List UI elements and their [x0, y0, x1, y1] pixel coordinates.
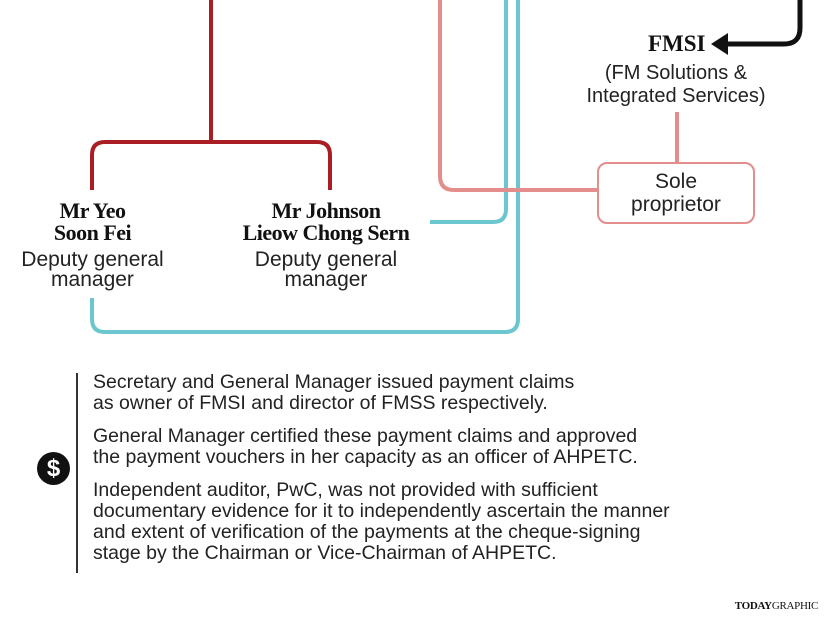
sole-proprietor-line: Sole: [654, 170, 698, 193]
fmsi-title: FMSI: [648, 31, 706, 56]
note-line: the payment vouchers in her capacity as an officer of AHPETC.: [93, 446, 638, 468]
person-role-line: manager: [284, 268, 368, 291]
person-name-line: Soon Fei: [53, 220, 132, 245]
fmsi-subtitle-line: (FM Solutions &: [604, 62, 748, 84]
black-arrow-line: [726, 0, 800, 44]
notes-divider: [76, 373, 78, 573]
credit-rest: GRAPHIC: [771, 600, 818, 612]
person-role-line: Deputy general: [21, 248, 164, 271]
red-connector-bracket: [92, 142, 330, 190]
fmsi-subtitle-line: Integrated Services): [586, 85, 766, 107]
person-name-line: Mr Yeo: [59, 198, 126, 223]
note-line: and extent of verification of the payments at the cheque-signing: [93, 521, 641, 543]
graphic-credit: [735, 600, 818, 612]
note-line: as owner of FMSI and director of FMSS respectively.: [93, 392, 548, 414]
note-line: Secretary and General Manager issued payment claims: [93, 371, 575, 393]
fmsi-subtitle: [556, 62, 796, 108]
person-role-line: manager: [51, 268, 134, 291]
person-name: [215, 200, 437, 244]
note-line: stage by the Chairman or Vice-Chairman of AHPETC.: [93, 542, 557, 564]
person-name-line: Lieow Chong Sern: [242, 220, 410, 245]
person-yeo: [0, 200, 185, 290]
dollar-icon: $: [37, 452, 70, 485]
person-name-line: Mr Johnson: [271, 198, 381, 223]
person-role: [215, 250, 437, 290]
arrowhead-icon: [711, 33, 728, 55]
note-item: [93, 372, 783, 414]
notes-list: [93, 372, 783, 576]
note-line: General Manager certified these payment claims and approved: [93, 425, 638, 447]
sole-proprietor-line: proprietor: [631, 193, 721, 216]
person-johnson: [215, 200, 437, 290]
sole-proprietor-box: [597, 162, 755, 224]
person-name: [0, 200, 185, 244]
credit-bold: TODAY: [734, 600, 772, 612]
note-item: [93, 480, 783, 564]
note-line: Independent auditor, PwC, was not provided with sufficient: [93, 479, 598, 501]
person-role-line: Deputy general: [254, 248, 398, 271]
person-role: [0, 250, 185, 290]
note-item: [93, 426, 783, 468]
note-line: documentary evidence for it to independently ascertain the manner: [93, 500, 670, 522]
